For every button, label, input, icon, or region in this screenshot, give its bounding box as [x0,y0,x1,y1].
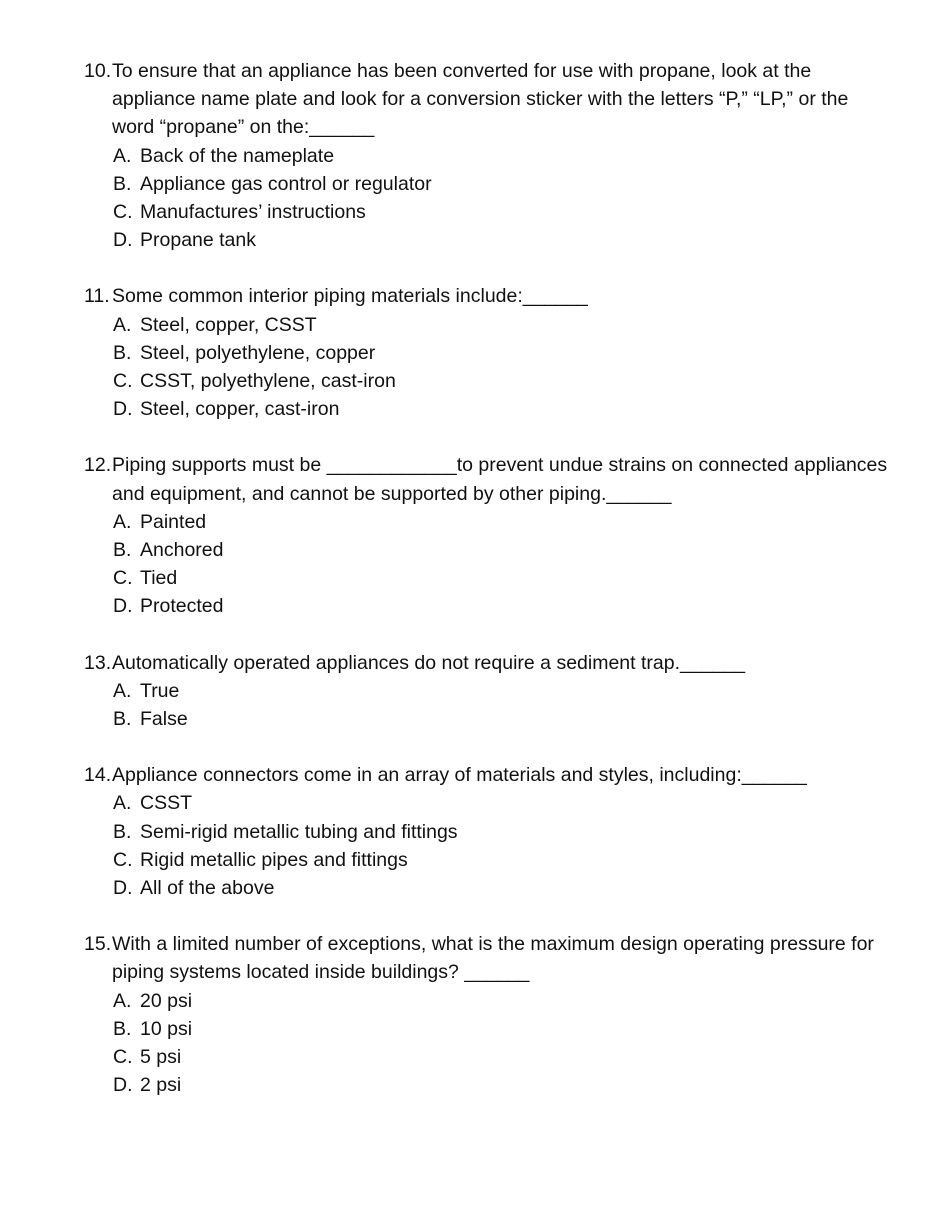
option-letter: B. [113,820,132,843]
option-text: Appliance gas control or regulator [140,172,432,195]
answer-option-a [0,789,950,817]
option-letter: C. [113,848,133,871]
answer-option-a [0,311,950,339]
answer-option-c [0,198,950,226]
question-number: 12. [84,454,112,477]
answer-option-b [0,818,950,846]
option-letter: A. [113,144,132,167]
question-stem [0,930,950,986]
question-number: 13. [84,651,112,674]
quiz-page [0,57,950,1128]
option-letter: C. [113,370,133,393]
answer-option-d [0,226,950,254]
option-text: Rigid metallic pipes and fittings [140,848,408,871]
answer-option-c [0,564,950,592]
question-12 [0,451,950,620]
option-text: Semi-rigid metallic tubing and fittings [140,820,458,843]
option-letter: C. [113,201,133,224]
option-letter: D. [113,877,133,900]
answer-option-a [0,142,950,170]
option-letter: B. [113,341,132,364]
question-number: 10. [84,60,112,82]
question-number: 15. [84,933,112,956]
option-text: 5 psi [140,1046,182,1069]
answer-option-c [0,367,950,395]
answer-option-c [0,1043,950,1071]
option-letter: A. [113,313,132,336]
option-letter: D. [113,398,133,421]
option-text: 20 psi [140,989,193,1012]
answer-option-b [0,339,950,367]
answer-option-b [0,536,950,564]
option-letter: D. [113,1074,133,1097]
question-15 [0,930,950,1099]
question-13 [0,649,950,734]
option-text: Steel, polyethylene, copper [140,341,376,364]
answer-option-d [0,395,950,423]
option-text: CSST [140,792,193,815]
option-text: Back of the nameplate [140,144,335,167]
option-letter: B. [113,539,132,562]
option-letter: D. [113,229,133,252]
question-11 [0,282,950,423]
answer-option-d [0,874,950,902]
answer-options [0,311,950,424]
option-letter: A. [113,989,132,1012]
answer-option-a [0,987,950,1015]
question-text: Automatically operated appliances do not require a sediment trap.______ [112,651,746,674]
option-letter: A. [113,679,132,702]
option-text: Steel, copper, cast-iron [140,398,340,421]
answer-option-d [0,592,950,620]
question-number: 14. [84,764,112,787]
question-stem [0,761,950,789]
option-text: Painted [140,510,207,533]
option-text: True [140,679,180,702]
question-stem [0,282,950,310]
answer-option-a [0,508,950,536]
option-letter: A. [113,792,132,815]
question-text: With a limited number of exceptions, what is the maximum design operating pressure for piping systems located inside buildings? ______ [112,933,874,984]
option-text: CSST, polyethylene, cast-iron [140,370,396,393]
answer-option-b [0,705,950,733]
option-text: Propane tank [140,229,257,252]
question-10 [0,57,950,254]
answer-options [0,677,950,733]
option-text: 10 psi [140,1017,193,1040]
question-text: To ensure that an appliance has been converted for use with propane, look at the appliance name plate and look for a conversion sticker with the letters “P,” “LP,” or the word “propane” on the:______ [112,60,849,139]
answer-option-b [0,170,950,198]
option-letter: C. [113,1046,133,1069]
option-text: Manufactures’ instructions [140,201,366,224]
question-text: Some common interior piping materials include:______ [112,285,588,308]
option-text: All of the above [140,877,275,900]
option-letter: D. [113,595,133,618]
question-number: 11. [84,285,110,308]
question-stem [0,57,950,142]
option-letter: B. [113,172,132,195]
answer-option-c [0,846,950,874]
option-letter: B. [113,1017,132,1040]
question-text: Piping supports must be ____________to prevent undue strains on connected appliances and equipment, and cannot be supported by other piping.______ [112,454,888,505]
question-stem [0,451,950,507]
question-14 [0,761,950,902]
answer-options [0,142,950,255]
option-letter: A. [113,510,132,533]
answer-options [0,508,950,621]
answer-option-d [0,1071,950,1099]
option-letter: B. [113,708,132,731]
option-text: Tied [140,567,178,590]
option-letter: C. [113,567,133,590]
option-text: Protected [140,595,224,618]
question-text: Appliance connectors come in an array of materials and styles, including:______ [112,764,807,787]
option-text: False [140,708,188,731]
option-text: 2 psi [140,1074,182,1097]
answer-options [0,987,950,1100]
option-text: Steel, copper, CSST [140,313,317,336]
option-text: Anchored [140,539,224,562]
answer-options [0,789,950,902]
question-stem [0,649,950,677]
answer-option-b [0,1015,950,1043]
answer-option-a [0,677,950,705]
